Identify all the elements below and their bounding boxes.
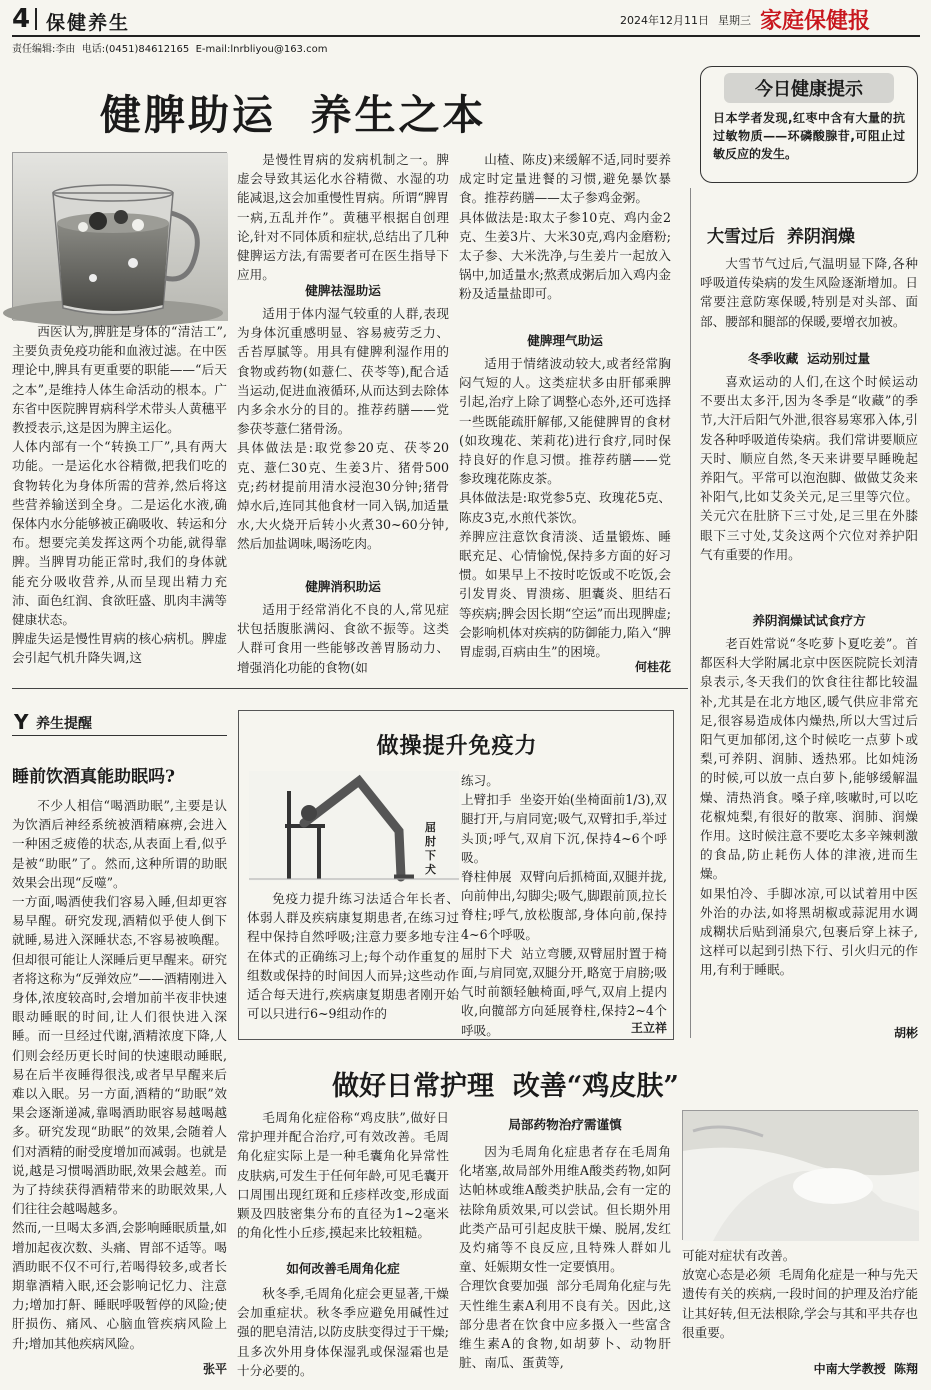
- exercise-author: 王立祥: [630, 1021, 667, 1035]
- main-article-col2-intro: 是慢性胃病的发病机制之一。脾虚会导致其运化水谷精微、水湿的功能减退,这会加重慢性胃病。所谓“脾胃一病,五乱并作”。黄穗平根据自创理论,针对不同体质和症状,总结出了几种健脾运方法,有需要者可在医生指导下应用。: [237, 152, 449, 283]
- exercise-caption: 屈肘下犬: [425, 821, 436, 876]
- skin-article-title: 做好日常护理 改善“鸡皮肤”: [332, 1071, 679, 1102]
- herbal-tea-photo: [12, 152, 227, 320]
- main-article-col2-digest: 适用于经常消化不良的人,常见症状包括腹胀满闷、食欲不振等。这类人群可食用一些能够改善胃肠动力、增强消化功能的食物(如: [237, 602, 449, 675]
- right-article-author: 胡彬: [893, 1026, 918, 1040]
- reminder-label: 养生提醒: [36, 716, 92, 732]
- arm-lotion-illustration: [683, 1111, 919, 1241]
- daily-tip-text: 日本学者发现,红枣中含有大量的抗过敏物质——环磷酸腺苷,可阻止过敏反应的发生。: [713, 111, 905, 161]
- issue-date: 2024年12月11日: [620, 14, 709, 27]
- main-article-col3-intro: 山楂、陈皮)来缓解不适,同时要养成定时定量进餐的习惯,避免暴饮暴食。推荐药膳——太子参鸡金粥。 具体做法是:取太子参10克、鸡内金2克、生姜3片、大米30克,鸡内金磨粉;太子参、大米洗净,与生姜片一起放入锅中,加适量水;熬煮成粥后加入鸡内金粉及适量盐即可。: [459, 152, 671, 302]
- section-name: 保健养生: [46, 12, 131, 34]
- exercise-intro: 免疫力提升练习法适合年长者、体弱人群及疾病康复期患者,在练习过程中保持自然呼吸;注意力要多地专注在体式的正确练习上;每个动作重复的组数或保持的时间因人而异;这些动作适合每天进行,疾病康复期患者刚开始可以只进行6~9组动作的: [247, 891, 459, 1022]
- herbal-tea-illustration: [13, 153, 228, 321]
- skin-article-author: 中南大学教授 陈翔: [813, 1362, 918, 1376]
- right-article-title: 大雪过后 养阴润燥: [707, 227, 855, 247]
- page-number: 4: [12, 4, 31, 34]
- exercise-steps: 练习。 上臂扣手 坐姿开始(坐椅面前1/3),双腿打开,与肩同宽;吸气,双臂扣手,举过头顶;呼气,双肩下沉,保持4~6个呼吸。 脊柱伸展 双臂向后抓椅面,双腿并拢,向前伸出,勾脚尖;吸气,脚跟前顶,拉长脊柱;呼气,放松腹部,身体向前,保持4~6个呼吸。 屈肘下犬 站立弯腰,双臂屈肘置于椅面,与肩同宽,双腿分开,略宽于肩膀;吸气时前额轻触椅面,呼气,双肩上提内收,向髋部方向延展脊柱,保持2~4个呼吸。: [461, 773, 667, 1038]
- header-rule: [12, 35, 920, 37]
- main-article-col3-qi: 适用于情绪波动较大,或者经常胸闷气短的人。这类症状多由肝郁乘脾引起,治疗上除了调整心态外,还可选择一些既能疏肝解郁,又能健脾胃的食材(如玫瑰花、茉莉花)进行食疗,同时保持良好的作息习惯。推荐药膳——党参玫瑰花陈皮茶。 具体做法是:取党参5克、玫瑰花5克、陈皮3克,水煎代茶饮。 养脾应注意饮食清淡、适量锻炼、睡眠充足、心情愉悦,保持多方面的好习惯。如果早上不按时吃饭或不吃饭,会引发胃炎、胃溃疡、胆囊炎、胆结石等疾病;脾会因长期“空运”而出现脾虚;会影响机体对疾病的防御能力,陷入“脾胃虚弱,百病由生”的困境。: [459, 356, 671, 660]
- right-subheading-exercise: 冬季收藏 运动别过量: [747, 351, 871, 366]
- exercise-box: [238, 710, 674, 1040]
- skin-article-mindset: 可能对症状有改善。 放宽心态是必须 毛周角化症是一种与先天遗传有关的疾病,一段时间的护理及治疗能让其好转,但无法根除,学会与其和平共存也很重要。: [682, 1248, 918, 1340]
- right-subheading-diet: 养阴润燥试试食疗方: [752, 613, 866, 628]
- main-article-col2-damp: 适用于体内湿气较重的人群,表现为身体沉重感明显、容易疲劳乏力、舌苔厚腻等。用具有健脾利湿作用的食物或药物(如薏仁、茯苓等),配合适当运动,促进血液循环,从而达到去除体内多余水分的目的。推荐药膳——党参茯苓薏仁猪骨汤。 具体做法是:取党参20克、茯苓20克、薏仁30克、生姜3片、猪骨500克;药材提前用清水浸泡30分钟;猪骨焯水后,连同其他食材一同入锅,加适量水,大火烧开后转小火煮30~60分钟,然后加盐调味,喝汤吃肉。: [237, 306, 449, 552]
- right-article-p2: 喜欢运动的人们,在这个时候运动不要出太多汗,因为冬季是“收藏”的季节,大汗后阳气外泄,很容易寒邪入体,引发各种呼吸道传染病。我们常讲要顺应天时、顺应自然,冬天来讲要早睡晚起养阳气。平常可以泡泡脚、做做艾灸来补阳气,比如艾灸关元,足三里等穴位。关元穴在肚脐下三寸处,足三里在外膝眼下三寸处,艾灸这两个穴位对养护阳气有重要的作用。: [700, 374, 918, 562]
- right-article-p3: 老百姓常说“冬吃萝卜夏吃姜”。首都医科大学附属北京中医医院院长刘清泉表示,冬天我们的饮食往往都比较温补,尤其是在北方地区,暖气供应非常充足,很容易造成体内燥热,所以大雪过后阳气更加郁闭,这个时候吃一点萝卜或梨,可养阴、润肺、透热邪。比如炖汤的时候,可以放一点白萝卜,能够缓解温燥、清热消食。嗓子痒,咳嗽时,可以吃花椒炖梨,有很好的散寒、润肺、润燥作用。这时候注意不要吃太多辛辣刺激的食品,防止耗伤人体的津液,进而生燥。 如果怕冷、手脚冰凉,可以试着用中医外治的办法,如将黑胡椒或蒜泥用水调成糊状后贴到涌泉穴,包裹后穿上袜子,这样可以起到引热下行、引火归元的作用,有利于睡眠。: [700, 636, 918, 978]
- paper-name: 家庭保健报: [760, 9, 871, 34]
- skin-article-intro: 毛周角化症俗称“鸡皮肤”,做好日常护理并配合治疗,可有效改善。毛周角化症实际上是一种毛囊角化异常性皮肤病,可发生于任何年龄,可见毛囊开口周围出现红斑和丘疹样改变,形成面颗及四肢密集分布的直径为1~2毫米的角化性小丘疹,摸起来比较粗糙。: [237, 1110, 449, 1241]
- subheading-digest: 健脾消积助运: [305, 579, 381, 594]
- editor-line: 责任编辑:李由 电话:(0451)84612165 E-mail:lnrbliyou@163.com: [12, 44, 328, 55]
- main-article-col1: 西医认为,脾脏是身体的“清洁工”,主要负责免疫功能和血液过滤。在中医理论中,脾具有更重要的职能——“后天之本”,是维持人体生命活动的根本。广东省中医院脾胃病科学术带头人黄穗平教授表示,这是因为脾主运化。 人体内部有一个“转换工厂”,具有两大功能。一是运化水谷精微,把我们吃的食物转化为身体所需的营养,然后将这些营养输送到全身。二是运化水液,确保体内水分能够被正确吸收、转运和分布。想要完美发挥这两个功能,就得靠脾。当脾胃功能正常时,我们的身体就能充分吸收营养,从而呈现出精力充沛、面色红润、食欲旺盛、肌肉丰满等健康状态。 脾虚失运是慢性胃病的核心病机。脾虚会引起气机升降失调,这: [12, 324, 227, 666]
- issue-weekday: 星期三: [718, 14, 751, 27]
- skin-article-medication: 因为毛周角化症患者存在毛周角化堵塞,故局部外用维A酸类药物,如阿达帕林或维A酸类护肤品,会有一定的祛除角质效果,可以尝试。但长期外用此类产品可引起皮肤干燥、脱屑,发红及灼痛等不良反应,且特殊人群如儿童、妊娠期女性一定要慎用。 合理饮食要加强 部分毛周角化症与先天性维生素A利用不良有关。因此,这部分患者在饮食中应多摄入一些富含维生素A的食物,如胡萝卜、动物肝脏、南瓜、蛋黄等,: [459, 1144, 671, 1371]
- skin-article-care: 秋冬季,毛周角化症会更显著,干燥会加重症状。秋冬季应避免用碱性过强的肥皂清洁,以防皮肤变得过于干燥;且多次外用身体保湿乳或保湿霜也是十分必要的。: [237, 1286, 449, 1378]
- skin-subheading-improve: 如何改善毛周角化症: [286, 1261, 400, 1276]
- skin-care-photo: [682, 1110, 918, 1240]
- section-rule: [12, 688, 688, 689]
- daily-tip-title: 今日健康提示: [724, 73, 894, 103]
- subheading-damp: 健脾祛湿助运: [305, 283, 381, 298]
- header-divider: [35, 8, 37, 30]
- subheading-qi: 健脾理气助运: [527, 333, 603, 348]
- column-rule: [690, 188, 691, 1038]
- skin-subheading-medication: 局部药物治疗需谨慎: [508, 1117, 622, 1132]
- reminder-text: 不少人相信“喝酒助眠”,主要是认为饮酒后神经系统被酒精麻痹,会进入一种困乏疲倦的状态,从表面上看,似乎是被“助眠”了。然而,这种所谓的助眠效果会出现“反噬”。 一方面,喝酒使我们容易入睡,但却更容易早醒。研究发现,酒精似乎使人倒下就睡,易进入深睡状态,不容易被唤醒。但却很可能让人深睡后更早醒来。研究者将这称为“反弹效应”——酒精刚进入身体,浓度较高时,会增加前半夜非快速眼动睡眠的时间,让人们很快进入深睡。而一旦经过代谢,酒精浓度下降,人们则会经历更长时间的快速眼动睡眠,易在后半夜睡得很浅,或者早早醒来后难以入眠。另一方面,酒精的“助眠”效果会逐渐递减,靠喝酒助眠容易越喝越多。研究发现“助眠”的效果,会随着人们对酒精的耐受度增加而减弱。也就是说,越是习惯喝酒助眠,效果会越差。而为了持续获得酒精带来的助眠效果,人们往往会越喝越多。 然而,一旦喝太多酒,会影响睡眠质量,如增加起夜次数、头痛、胃部不适等。喝酒助眠不仅不可行,若喝得较多,或者长期靠酒精入眠,还会影响记忆力、注意力;增加打鼾、睡眠呼吸暂停的风险;使肝损伤、痛风、心脑血管疾病风险上升;增加其他疾病风险。: [12, 798, 227, 1351]
- right-article-p1: 大雪节气过后,气温明显下降,各种呼吸道传染病的发生风险逐渐增加。日常要注意防寒保暖,特别是对头部、面部、腰部和腿部的保暖,要增衣加被。: [700, 256, 918, 329]
- reminder-author: 张平: [202, 1362, 227, 1376]
- main-article-title: 健脾助运 养生之本: [100, 91, 487, 139]
- reminder-label-box: [12, 710, 227, 736]
- main-article-author: 何桂花: [634, 660, 671, 674]
- reminder-y-icon: Y: [14, 710, 29, 734]
- reminder-title: 睡前饮酒真能助眠吗?: [12, 767, 175, 787]
- exercise-title: 做操提升免疫力: [376, 733, 538, 759]
- daily-tip-box: [700, 66, 918, 183]
